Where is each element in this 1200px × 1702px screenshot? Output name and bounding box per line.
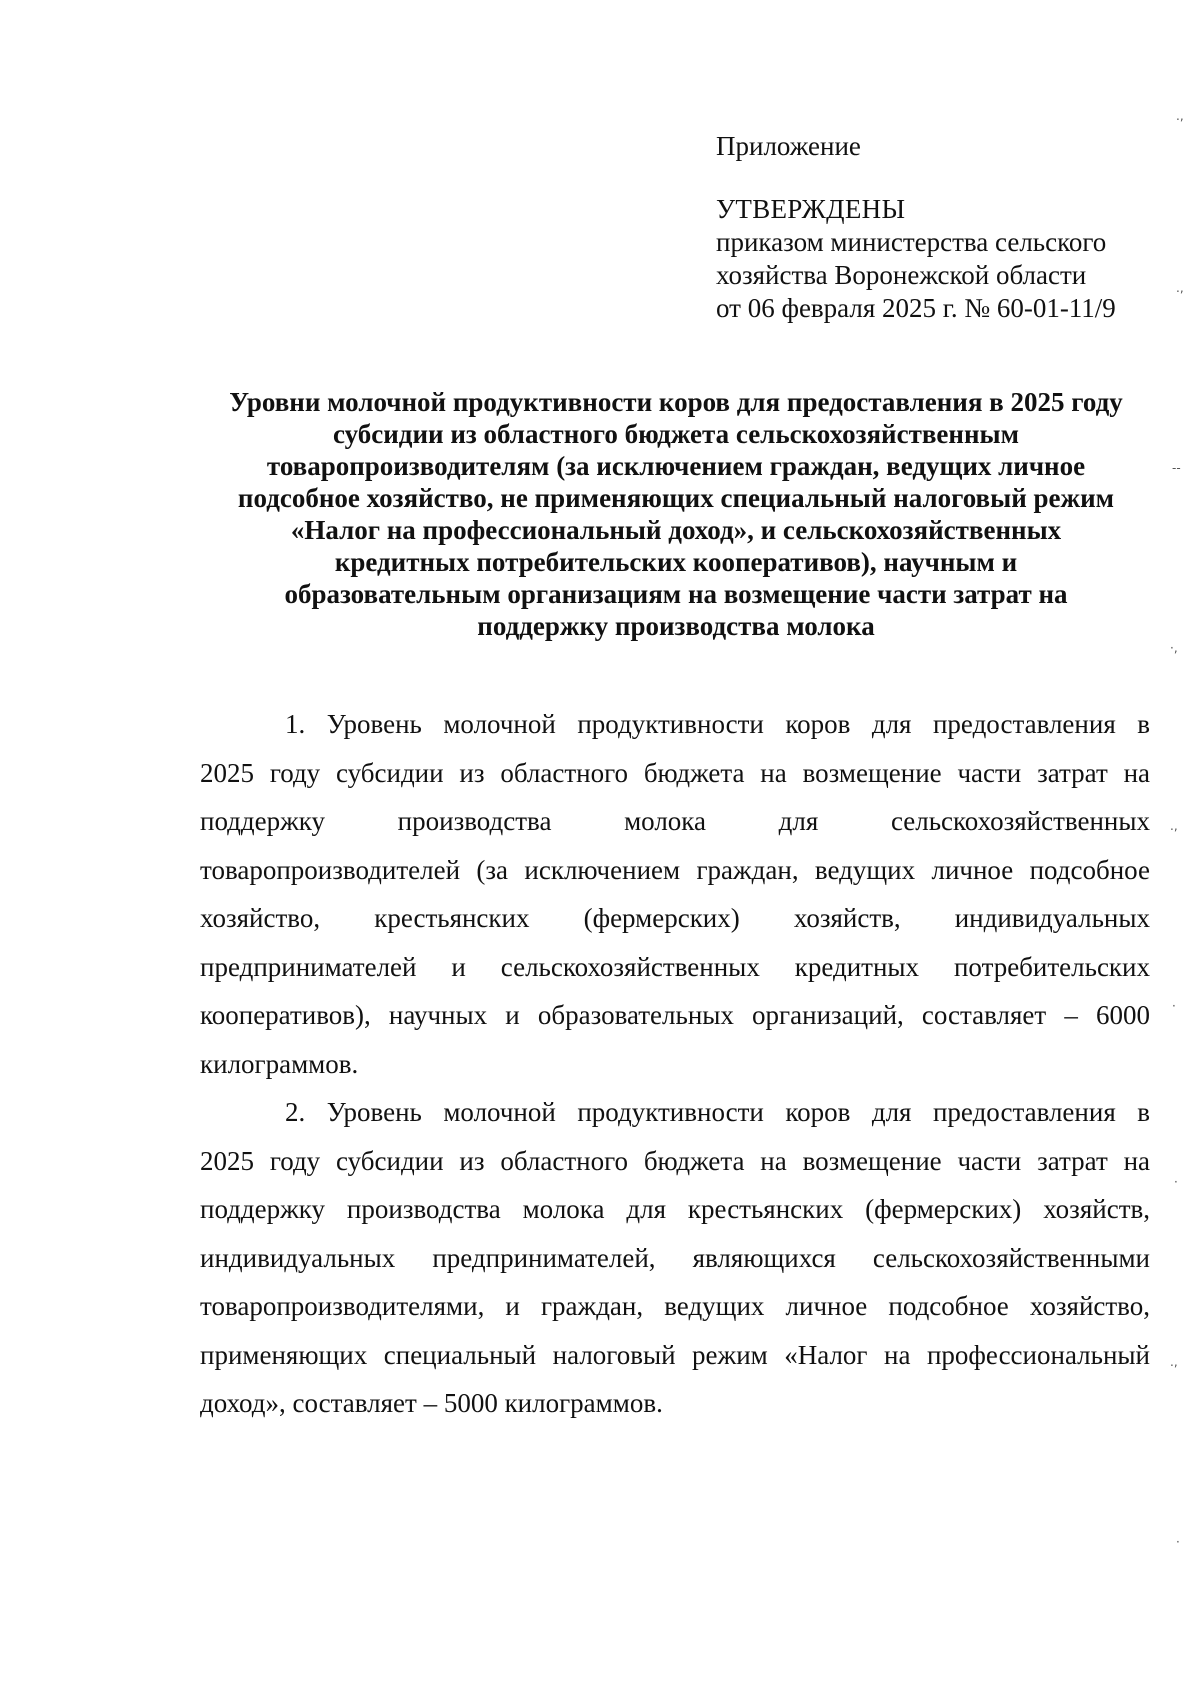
- title-line: поддержку производства молока: [477, 611, 875, 641]
- document-title: [186, 386, 1166, 642]
- approved-heading: УТВЕРЖДЕНЫ: [716, 194, 906, 224]
- scan-speck: --: [1172, 461, 1181, 475]
- scan-speck: ·: [1176, 1535, 1180, 1549]
- paragraph-line: доход», составляет – 5000 килограммов.: [200, 1388, 663, 1418]
- title-line: Уровни молочной продуктивности коров для предоставления в 2025 году: [229, 387, 1123, 417]
- paragraph-line: поддержку производства молока для крестьянских (фермерских) хозяйств,: [200, 1194, 1150, 1224]
- paragraph-line: килограммов.: [200, 1048, 359, 1079]
- paragraph-line: 2. Уровень молочной продуктивности коров для предоставления в: [285, 1097, 1150, 1127]
- order-line: приказом министерства сельского: [716, 227, 1107, 257]
- title-line: товаропроизводителям (за исключением граждан, ведущих личное: [266, 451, 1086, 481]
- title-line: субсидии из областного бюджета сельскохозяйственным: [332, 419, 1020, 449]
- paragraph-line: товаропроизводителей (за исключением граждан, ведущих личное подсобное: [200, 854, 1150, 885]
- paragraph-line: применяющих специальный налоговый режим «Налог на профессиональный: [200, 1339, 1150, 1370]
- paragraph-line: 2025 году субсидии из областного бюджета на возмещение части затрат на: [200, 757, 1150, 788]
- order-line: хозяйства Воронежской области: [716, 260, 1087, 290]
- paragraph-line: индивидуальных предпринимателей, являющихся сельскохозяйственными: [200, 1242, 1150, 1273]
- paragraph-line: 1. Уровень молочной продуктивности коров для предоставления в: [285, 709, 1150, 739]
- title-line: подсобное хозяйство, не применяющих специальный налоговый режим: [237, 483, 1115, 513]
- scan-speck: .,: [1176, 281, 1184, 295]
- paragraph-line: предпринимателей и сельскохозяйственных кредитных потребительских: [200, 951, 1150, 982]
- scan-speck: ·: [1172, 999, 1176, 1013]
- scan-speck: ·,: [1170, 641, 1178, 655]
- paragraph-1: [200, 700, 1150, 1088]
- title-line: кредитных потребительских кооперативов), научным и: [334, 547, 1018, 577]
- paragraph-line: поддержку производства молока для сельскохозяйственных: [200, 806, 1150, 836]
- paragraph-line: товаропроизводителями, и граждан, ведущих личное подсобное хозяйство,: [200, 1291, 1150, 1321]
- scan-speck: .,: [1170, 1355, 1178, 1369]
- scan-speck: .,: [1170, 819, 1178, 833]
- paragraph-line: кооперативов), научных и образовательных организаций, составляет – 6000: [200, 1000, 1150, 1030]
- scan-speck: ·: [1174, 1175, 1178, 1189]
- approval-block: [716, 130, 1156, 325]
- title-line: «Налог на профессиональный доход», и сельскохозяйственных: [290, 515, 1062, 545]
- appendix-label: Приложение: [716, 131, 861, 161]
- document-body: [200, 700, 1150, 1428]
- title-line: образовательным организациям на возмещение части затрат на: [284, 579, 1068, 609]
- paragraph-line: 2025 году субсидии из областного бюджета на возмещение части затрат на: [200, 1145, 1150, 1176]
- paragraph-2: [200, 1088, 1150, 1428]
- order-line: от 06 февраля 2025 г. № 60-01-11/9: [716, 293, 1116, 323]
- paragraph-line: хозяйство, крестьянских (фермерских) хозяйств, индивидуальных: [200, 903, 1150, 933]
- scan-speck: .,: [1176, 109, 1184, 123]
